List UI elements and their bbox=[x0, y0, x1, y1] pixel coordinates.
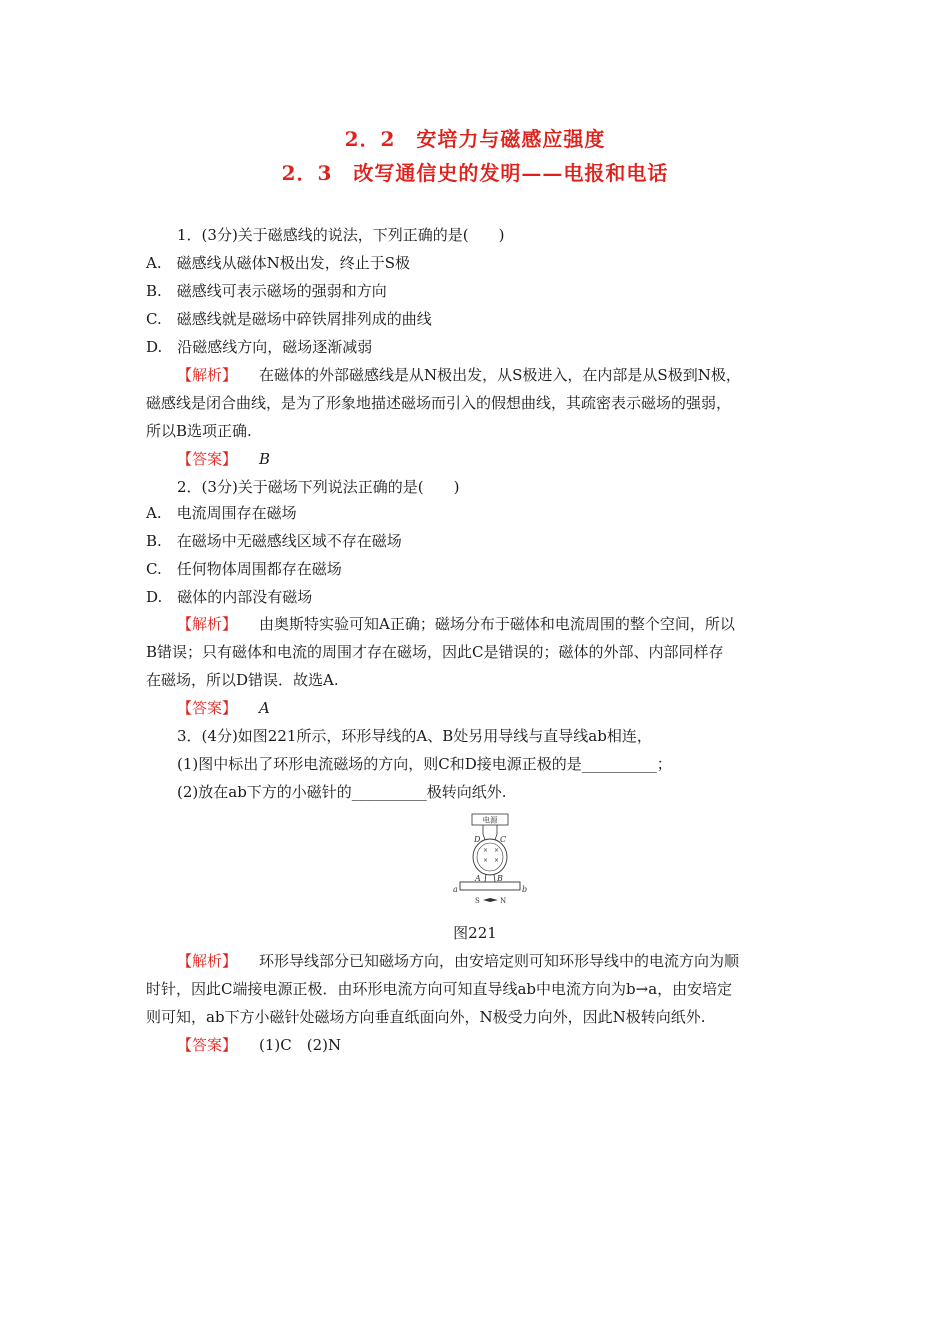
q1-option-c: C. 磁感线就是磁场中碎铁屑排列成的曲线 bbox=[146, 310, 432, 328]
q3-analysis-line-3: 则可知，ab下方小磁针处磁场方向垂直纸面向外，N极受力向外，因此N极转向纸外. bbox=[146, 1008, 706, 1026]
label-a: A bbox=[475, 874, 481, 883]
answer-label: 【答案】 bbox=[177, 699, 238, 717]
q2-analysis-line-2: B错误；只有磁体和电流的周围才存在磁场，因此C是错误的；磁体的外部、内部同样存 bbox=[146, 643, 724, 661]
q2-analysis-line-3: 在磁场，所以D错误．故选A. bbox=[146, 671, 339, 689]
q1-option-b: B. 磁感线可表示磁场的强弱和方向 bbox=[146, 282, 387, 300]
q2-option-d: D. 磁体的内部没有磁场 bbox=[146, 588, 313, 606]
q1-analysis-text: 在磁体的外部磁感线是从N极出发，从S极进入，在内部是从S极到N极， bbox=[259, 366, 741, 384]
analysis-label: 【解析】 bbox=[177, 615, 238, 633]
q2-option-a: A. 电流周围存在磁场 bbox=[146, 504, 297, 522]
section-title-2: 2．3 改写通信史的发明——电报和电话 bbox=[281, 161, 669, 185]
q3-analysis-text: 环形导线部分已知磁场方向，由安培定则可知环形导线中的电流方向为顺 bbox=[259, 952, 740, 970]
q1-option-d: D. 沿磁感线方向，磁场逐渐减弱 bbox=[146, 338, 373, 356]
answer-label: 【答案】 bbox=[177, 1036, 238, 1054]
compass-needle-icon bbox=[483, 898, 498, 902]
q2-answer-value: A bbox=[259, 699, 270, 717]
q2-option-c: C. 任何物体周围都存在磁场 bbox=[146, 560, 342, 578]
q3-analysis-line-1 bbox=[177, 952, 857, 970]
q1-answer-value: B bbox=[259, 450, 271, 468]
q3-stem: 3．(4分)如图221所示，环形导线的A、B处另用导线与直导线ab相连， bbox=[177, 727, 652, 745]
q2-stem: 2．(3分)关于磁场下列说法正确的是( ) bbox=[177, 478, 460, 496]
q3-part-2: (2)放在ab下方的小磁针的__________极转向纸外. bbox=[177, 783, 507, 801]
q1-answer bbox=[177, 450, 857, 468]
label-a-end: a bbox=[453, 885, 458, 894]
q1-analysis-line-3: 所以B选项正确. bbox=[146, 422, 252, 440]
needle-label-s: S bbox=[475, 897, 480, 905]
q2-analysis-line-1 bbox=[177, 615, 857, 633]
straight-wire-ab bbox=[460, 882, 520, 890]
q2-answer bbox=[177, 699, 857, 717]
label-c: C bbox=[500, 835, 507, 844]
svg-text:×: × bbox=[494, 847, 500, 854]
q3-answer-value: (1)C (2)N bbox=[259, 1036, 342, 1054]
ring-wire bbox=[473, 839, 507, 875]
power-source-label: 电源 bbox=[482, 815, 498, 825]
needle-label-n: N bbox=[500, 897, 507, 905]
svg-text:×: × bbox=[494, 857, 500, 864]
q3-answer bbox=[177, 1036, 857, 1054]
q1-analysis-line-1 bbox=[177, 366, 857, 384]
q2-option-b: B. 在磁场中无磁感线区域不存在磁场 bbox=[146, 532, 402, 550]
svg-text:×: × bbox=[483, 847, 489, 854]
section-title-1: 2．2 安培力与磁感应强度 bbox=[344, 127, 606, 151]
q3-part-1: (1)图中标出了环形电流磁场的方向，则C和D接电源正极的是__________； bbox=[177, 755, 672, 773]
q2-analysis-text: 由奥斯特实验可知A正确；磁场分布于磁体和电流周围的整个空间，所以 bbox=[259, 615, 735, 633]
label-b-end: b bbox=[522, 885, 528, 894]
label-b: B bbox=[497, 874, 503, 883]
q1-option-a: A. 磁感线从磁体N极出发，终止于S极 bbox=[146, 254, 411, 272]
analysis-label: 【解析】 bbox=[177, 366, 238, 384]
q3-analysis-line-2: 时针，因此C端接电源正极．由环形电流方向可知直导线ab中电流方向为b→a，由安培定 bbox=[146, 980, 733, 998]
answer-label: 【答案】 bbox=[177, 450, 238, 468]
q1-analysis-line-2: 磁感线是闭合曲线，是为了形象地描述磁场而引入的假想曲线，其疏密表示磁场的强弱， bbox=[146, 394, 732, 412]
q1-stem: 1．(3分)关于磁感线的说法，下列正确的是( ) bbox=[177, 226, 505, 244]
label-d: D bbox=[474, 835, 481, 844]
analysis-label: 【解析】 bbox=[177, 952, 238, 970]
circuit-figure bbox=[452, 812, 528, 908]
svg-text:×: × bbox=[483, 857, 489, 864]
figure-caption: 图221 bbox=[453, 924, 497, 942]
